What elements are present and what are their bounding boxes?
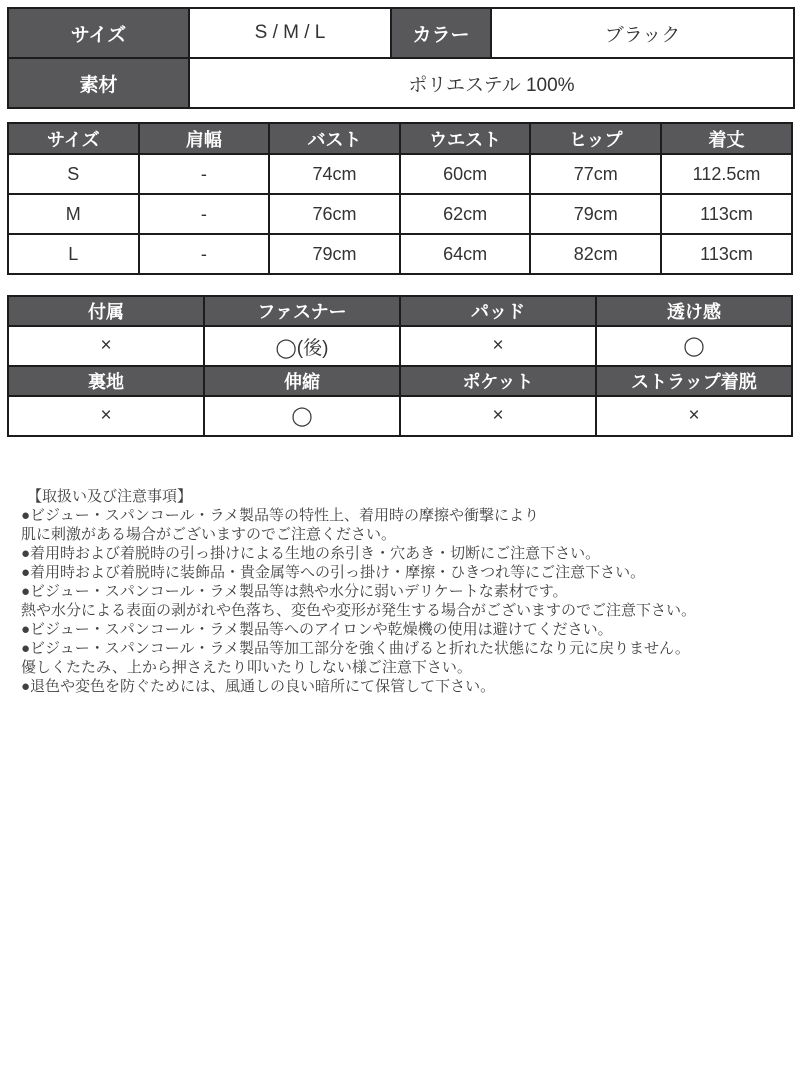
- spec-row-material: [8, 58, 794, 108]
- care-note-line: ●ビジュー・スパンコール・ラメ製品等へのアイロンや乾燥機の使用は避けてください。: [21, 621, 613, 638]
- size-chart-cell: 112.5cm: [661, 154, 792, 194]
- size-chart-cell: 64cm: [400, 234, 531, 274]
- care-note-line: ●ビジュー・スパンコール・ラメ製品等の特性上、着用時の摩擦や衝撃により: [21, 507, 540, 524]
- feature-value-lining: ×: [8, 396, 204, 436]
- features-value-row-1: [8, 326, 792, 366]
- color-value-cell: ブラック: [491, 8, 794, 58]
- feature-header-pocket: ポケット: [400, 366, 596, 396]
- material-label-cell: 素材: [8, 58, 189, 108]
- size-chart-cell: 79cm: [530, 194, 661, 234]
- care-note-line: ●着用時および着脱時の引っ掛けによる生地の糸引き・穴あき・切断にご注意下さい。: [21, 545, 601, 562]
- size-chart-cell: 74cm: [269, 154, 400, 194]
- feature-header-lining: 裏地: [8, 366, 204, 396]
- feature-header-strap: ストラップ着脱: [596, 366, 792, 396]
- care-note-line: ●ビジュー・スパンコール・ラメ製品等は熱や水分に弱いデリケートな素材です。: [21, 583, 568, 600]
- feature-value-fastener: ◯(後): [204, 326, 400, 366]
- feature-header-fastener: ファスナー: [204, 296, 400, 326]
- feature-header-stretch: 伸縮: [204, 366, 400, 396]
- material-value-cell: ポリエステル 100%: [189, 58, 794, 108]
- size-chart-cell: 77cm: [530, 154, 661, 194]
- size-chart-row-m: [8, 194, 792, 234]
- size-chart-header-waist: ウエスト: [400, 123, 531, 154]
- care-note-line: 優しくたたみ、上から押さえたり叩いたりしない様ご注意下さい。: [21, 659, 472, 676]
- care-note-line: 肌に刺激がある場合がございますのでご注意ください。: [21, 526, 397, 543]
- size-chart-cell: 79cm: [269, 234, 400, 274]
- feature-value-pocket: ×: [400, 396, 596, 436]
- size-chart-header-hip: ヒップ: [530, 123, 661, 154]
- spec-row-size-color: [8, 8, 794, 58]
- feature-value-sheerness: ◯: [596, 326, 792, 366]
- feature-value-pad: ×: [400, 326, 596, 366]
- size-chart-cell: -: [139, 194, 270, 234]
- size-chart-cell: 60cm: [400, 154, 531, 194]
- feature-value-stretch: ◯: [204, 396, 400, 436]
- features-value-row-2: [8, 396, 792, 436]
- product-spec-table: [7, 7, 795, 109]
- size-chart-header-length: 着丈: [661, 123, 792, 154]
- care-note-line: ●退色や変色を防ぐためには、風通しの良い暗所にて保管して下さい。: [21, 678, 496, 695]
- care-note-line: ●ビジュー・スパンコール・ラメ製品等加工部分を強く曲げると折れた状態になり元に戻りません。: [21, 640, 690, 657]
- size-chart-cell: S: [8, 154, 139, 194]
- features-header-row-1: [8, 296, 792, 326]
- feature-header-pad: パッド: [400, 296, 596, 326]
- size-chart-cell: -: [139, 234, 270, 274]
- size-chart-row-s: [8, 154, 792, 194]
- size-chart-row-l: [8, 234, 792, 274]
- features-header-row-2: [8, 366, 792, 396]
- care-note-line: ●着用時および着脱時に装飾品・貴金属等への引っ掛け・摩擦・ひきつれ等にご注意下さい。: [21, 564, 646, 581]
- features-table: [7, 295, 793, 437]
- size-chart-cell: -: [139, 154, 270, 194]
- feature-value-accessory: ×: [8, 326, 204, 366]
- care-notes-title: 【取扱い及び注意事項】: [27, 488, 193, 505]
- size-chart-cell: 82cm: [530, 234, 661, 274]
- color-label-cell: カラー: [391, 8, 491, 58]
- care-notes: [7, 487, 793, 696]
- size-chart-cell: 113cm: [661, 194, 792, 234]
- size-value-cell: S / M / L: [189, 8, 391, 58]
- size-chart-table: [7, 122, 793, 275]
- feature-header-sheerness: 透け感: [596, 296, 792, 326]
- size-chart-cell: 76cm: [269, 194, 400, 234]
- size-chart-header-size: サイズ: [8, 123, 139, 154]
- size-label-cell: サイズ: [8, 8, 189, 58]
- size-chart-cell: M: [8, 194, 139, 234]
- size-chart-header-bust: バスト: [269, 123, 400, 154]
- size-chart-cell: 62cm: [400, 194, 531, 234]
- feature-header-accessory: 付属: [8, 296, 204, 326]
- care-note-line: 熱や水分による表面の剥がれや色落ち、変色や変形が発生する場合がございますのでご注意下さい。: [21, 602, 697, 619]
- size-chart-header-shoulder: 肩幅: [139, 123, 270, 154]
- size-chart-header-row: [8, 123, 792, 154]
- feature-value-strap: ×: [596, 396, 792, 436]
- size-chart-cell: 113cm: [661, 234, 792, 274]
- size-chart-cell: L: [8, 234, 139, 274]
